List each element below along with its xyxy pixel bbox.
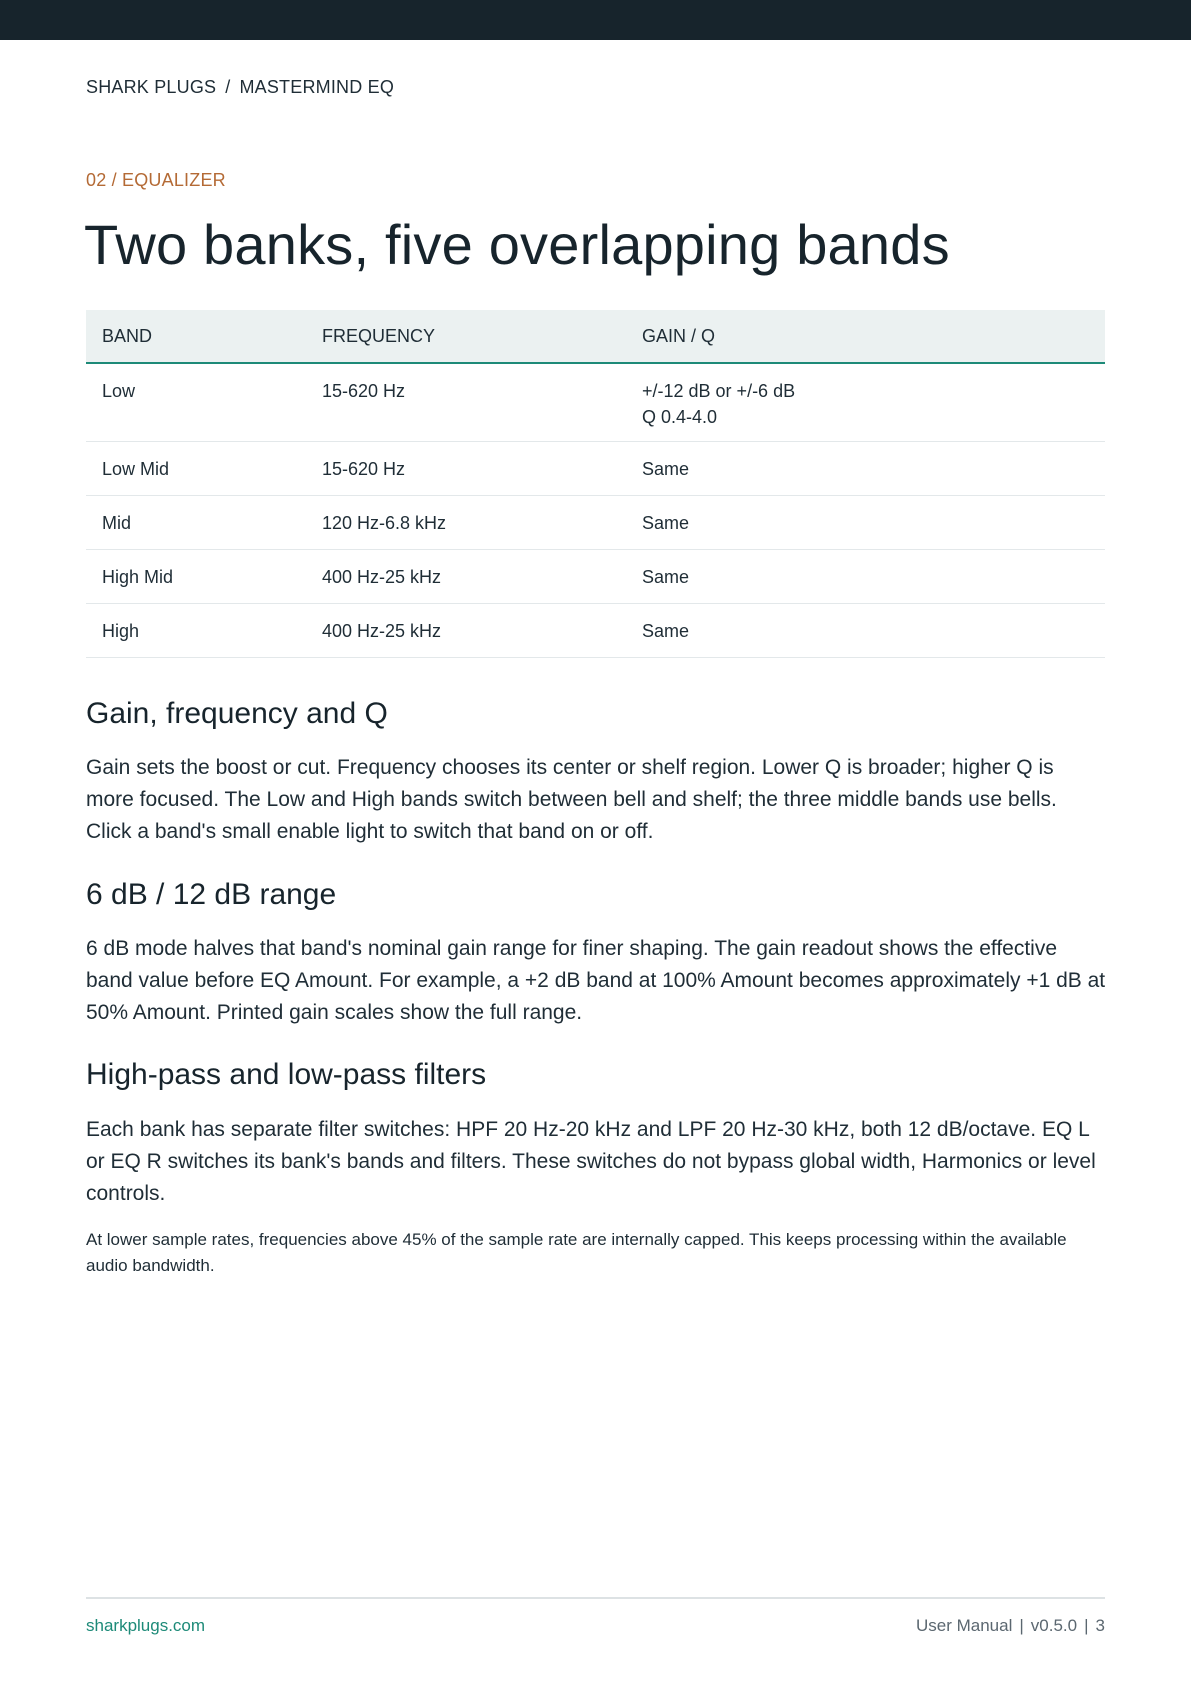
heading-gain-frequency-q: Gain, frequency and Q (86, 697, 388, 730)
cell-frequency: 120 Hz-6.8 kHz (306, 495, 626, 549)
footer-version: v0.5.0 (1030, 1616, 1078, 1635)
cell-gain: Same (626, 441, 1105, 495)
cell-band: High Mid (86, 549, 306, 603)
cell-gain: Same (626, 495, 1105, 549)
cell-frequency: 400 Hz-25 kHz (306, 603, 626, 657)
top-bar (0, 0, 1191, 40)
paragraph-range: 6 dB mode halves that band's nominal gain range for finer shaping. The gain readout shows the effective band value before EQ Amount. For example, a +2 dB band at 100% Amount becomes approximately +1 dB at 50% Amount. Printed gain scales show the full range. (86, 937, 1106, 1024)
footer-site-link[interactable]: sharkplugs.com (86, 1616, 206, 1635)
cell-frequency: 400 Hz-25 kHz (306, 549, 626, 603)
cell-band: Low Mid (86, 441, 306, 495)
breadcrumb-product[interactable]: MASTERMIND EQ (239, 77, 395, 97)
section-label: 02 / EQUALIZER (86, 170, 226, 190)
paragraph-gain-frequency-q: Gain sets the boost or cut. Frequency chooses its center or shelf region. Lower Q is broader; higher Q is more focused. The Low and High bands switch between bell and shelf; the three middle bands use bells. Click a band's small enable light to switch that band on or off. (86, 756, 1057, 843)
table-row (86, 441, 1105, 495)
footer-pipe: | (1019, 1616, 1024, 1635)
breadcrumb-separator: / (225, 77, 231, 97)
table-row (86, 549, 1105, 603)
footer-pipe: | (1084, 1616, 1089, 1635)
table-row (86, 603, 1105, 657)
cell-band: High (86, 603, 306, 657)
band-table (86, 310, 1105, 658)
column-header-band: BAND (86, 310, 306, 363)
cell-frequency: 15-620 Hz (306, 441, 626, 495)
breadcrumb-brand[interactable]: SHARK PLUGS (86, 77, 217, 97)
footer-doc-title: User Manual (916, 1616, 1013, 1635)
heading-filters: High-pass and low-pass filters (86, 1058, 487, 1091)
column-header-gain-q: GAIN / Q (626, 310, 1105, 363)
footer-divider (86, 1597, 1105, 1599)
page-title: Two banks, five overlapping bands (84, 213, 950, 276)
table-header-row (86, 310, 1105, 363)
cell-gain: Same (626, 603, 1105, 657)
cell-gain (626, 363, 1105, 441)
table-row (86, 495, 1105, 549)
cell-gain-range: +/-12 dB or +/-6 dB (642, 381, 796, 401)
cell-gain: Same (626, 549, 1105, 603)
breadcrumb (86, 77, 394, 98)
paragraph-filters: Each bank has separate filter switches: HPF 20 Hz-20 kHz and LPF 20 Hz-30 kHz, both 12 dB/octave. EQ L or EQ R switches its bank's bands and filters. These switches do not bypass global width, Harmonics or level controls. (86, 1118, 1096, 1205)
cell-band: Low (86, 363, 306, 441)
column-header-frequency: FREQUENCY (306, 310, 626, 363)
cell-band: Mid (86, 495, 306, 549)
sample-rate-note: At lower sample rates, frequencies above 45% of the sample rate are internally capped. This keeps processing within the available audio bandwidth. (86, 1230, 1067, 1275)
cell-frequency: 15-620 Hz (306, 363, 626, 441)
table-row (86, 363, 1105, 441)
cell-q-range: Q 0.4-4.0 (642, 407, 718, 427)
heading-range: 6 dB / 12 dB range (86, 878, 337, 911)
footer-meta (916, 1616, 1105, 1636)
footer-page-number: 3 (1095, 1616, 1105, 1635)
